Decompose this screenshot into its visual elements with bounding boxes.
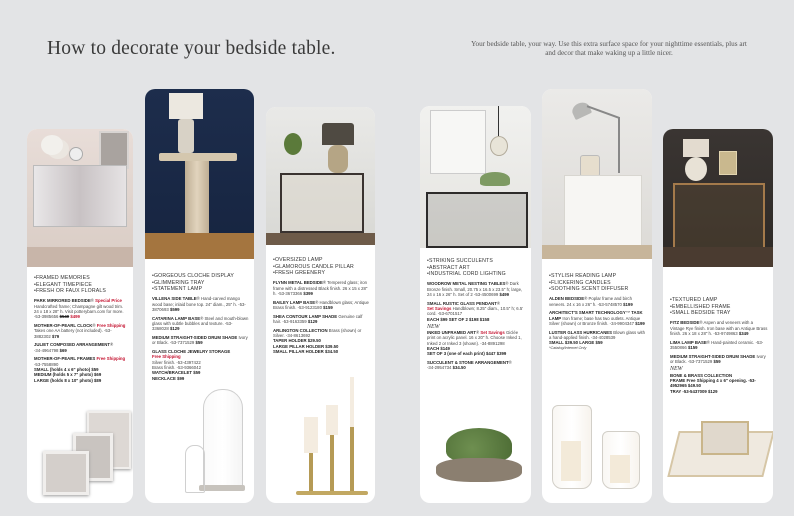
product-desc: Hand-painted ceramic. -53-3550866 xyxy=(670,339,764,350)
candle-stem xyxy=(350,427,354,491)
new-label: NEW xyxy=(427,323,440,330)
product-card-6 xyxy=(663,129,773,503)
feature-item: • STRIKING SUCCULENTS xyxy=(427,258,526,265)
feature-item: • FRESH OR FAUX FLORALS xyxy=(34,288,128,295)
product-price: $199 xyxy=(635,320,645,326)
product-name: WOODROW METAL NESTING TABLES xyxy=(427,281,506,287)
feature-item: • GLIMMERING TRAY xyxy=(152,280,249,287)
product-entry xyxy=(549,310,647,326)
reading-lamp-stem xyxy=(618,117,620,173)
product-name: MEDIUM STRAIGHT-SIDED DRUM SHADE xyxy=(152,335,238,341)
reg-mark: ® xyxy=(92,322,96,328)
product-desc: Genuine calf hair. -53-9163359 xyxy=(273,313,363,325)
bedside-photo xyxy=(420,106,531,248)
product-desc: Handblown glass; Antique Brass finish. -53-9123180 xyxy=(273,299,369,310)
product-entry xyxy=(670,373,768,394)
reg-mark: ® xyxy=(584,296,588,302)
footnote: *Catalog/Internet Only xyxy=(549,345,587,350)
floor xyxy=(145,233,254,259)
product-desc: Dark Bronze finish. Small, 20.75 x 16.5 x 23.5" h; large, 24 x 16 x 26" h. Set of 2 -53-4500699 xyxy=(427,281,523,297)
side-table-top xyxy=(159,153,237,161)
pillar-candle xyxy=(326,405,338,435)
feature-list xyxy=(273,257,370,277)
product-name: BAILEY LAMP BASE xyxy=(273,299,316,305)
frames-photo xyxy=(37,411,131,499)
product-price: $349 xyxy=(738,330,749,336)
product-name: INKED UNFRAMED ART xyxy=(427,330,477,336)
product-entry xyxy=(670,340,768,351)
product-name: ARLINGTON COLLECTION xyxy=(273,327,328,333)
promo-badge: Set Savings xyxy=(480,330,505,336)
pendant-cord xyxy=(498,106,499,136)
product-entry xyxy=(273,328,370,354)
promo-badge: Free Shipping xyxy=(152,354,181,360)
product-desc: -34-4964798 xyxy=(34,347,59,353)
feature-list xyxy=(427,258,526,278)
reg-mark: ® xyxy=(196,296,200,302)
product-card-1 xyxy=(27,129,133,503)
product-desc: Blown glass with a hand-applied finish. -34-4028539 xyxy=(549,329,645,341)
product-price: $79 xyxy=(51,333,60,339)
price-line: SET OF 3 (one of each print) $447 $399 xyxy=(427,351,507,357)
feature-item: • GORGEOUS CLOCHE DISPLAY xyxy=(152,273,249,280)
wall-frame xyxy=(99,131,129,169)
candle-stem xyxy=(330,435,334,491)
product-desc: Handcrafted frame; Champagne gilt wood trim. 24 x 18 x 28" h. Visit potterybarn.com for more. -53-3985656 xyxy=(34,303,124,320)
nesting-tables xyxy=(426,192,528,248)
reg-mark: ® xyxy=(699,320,703,326)
textured-lamp-base xyxy=(685,157,707,181)
lamp-shade xyxy=(169,93,203,119)
bedside-photo xyxy=(27,129,133,267)
reg-mark: ® xyxy=(496,300,501,306)
product-desc: Poplar frame and birch veneers. 24 x 16 x 26" h. -53-5748570 xyxy=(549,296,632,307)
product-entry xyxy=(152,349,249,381)
taper-candle xyxy=(350,377,354,427)
product-name: ALDEN BEDSIDE xyxy=(549,296,585,302)
product-name: JULIET COMPOSED ARRANGEMENT xyxy=(34,342,110,348)
product-name-cont: TASK LAMP xyxy=(549,310,643,321)
product-entry xyxy=(549,330,647,351)
product-desc: Iron frame; base has two outlets. Antique Silver (shown) or Bronze finish. -34-9904347 xyxy=(549,315,641,326)
product-entry xyxy=(152,316,249,332)
product-name: ARCHITECT'S SMART TECHNOLOGY xyxy=(549,310,626,316)
bedside-photo xyxy=(266,107,375,245)
product-name: SMALL RUSTIC GLASS PENDANT xyxy=(427,300,497,306)
product-entry xyxy=(34,323,128,339)
product-name: MOTHER-OF-PEARL CLOCK xyxy=(34,322,93,328)
reg-mark: ® xyxy=(110,342,114,348)
product-price: $199 xyxy=(623,301,633,307)
product-desc: Hand-carved mango wood base; inlaid bone top. 24" diam., 25" h. -53-3870693 xyxy=(152,296,246,312)
alden-bedside xyxy=(564,175,642,247)
candle xyxy=(610,455,630,483)
greenery xyxy=(284,133,302,155)
price-line: Brass finish. -53-9366042 xyxy=(152,365,201,371)
product-entry xyxy=(34,356,128,382)
product-name: MEDIUM STRAIGHT-SIDED DRUM SHADE xyxy=(670,353,756,359)
feature-item: • FRESH GREENERY xyxy=(273,270,370,277)
price-line: SMALL $39.50 LARGE $59 xyxy=(549,340,603,346)
candle xyxy=(561,441,581,481)
reg-mark: ® xyxy=(315,299,319,305)
product-desc: Tempered glass; iron frame with a distressed Black finish. 26 x 15 x 28" h. -53-3673366 xyxy=(273,280,368,296)
succulent xyxy=(480,172,510,186)
cloche-base xyxy=(199,485,245,491)
metal-bedside xyxy=(280,173,364,233)
feature-list xyxy=(34,275,128,295)
reg-mark: ® xyxy=(322,280,326,286)
reg-mark: ® xyxy=(476,330,480,336)
product-entry xyxy=(549,296,647,307)
promo-badge: Free Shipping xyxy=(96,322,126,328)
lamp-shade xyxy=(322,123,354,145)
product-name: MOTHER-OF-PEARL FRAMES xyxy=(34,356,96,362)
product-price: $59 xyxy=(195,340,203,346)
new-label: NEW xyxy=(670,366,683,373)
price-line: LARGE (holds 8 x 10" photo) $89 xyxy=(34,377,102,383)
price-line: Silver finish. -53-4397422 xyxy=(152,359,201,365)
hurricane-glass-photo xyxy=(548,401,646,493)
product-price: $499 xyxy=(70,314,80,320)
product-entry xyxy=(670,354,768,365)
product-entry xyxy=(34,342,128,353)
price-line: NECKLACE $99 xyxy=(152,375,185,381)
reg-mark: ® xyxy=(90,298,94,304)
product-entry xyxy=(273,280,370,296)
price-line: FRAME Free Shipping 4 x 6" opening. -53-4952965 $49.50 xyxy=(670,377,756,389)
product-name: VILLENA SIDE TABLE xyxy=(152,296,197,302)
feature-item: • ABSTRACT ART xyxy=(427,265,526,272)
product-desc: Handblown; 8.25" diam., 10.5" h; 6.5' cord. -53-6701517 xyxy=(427,305,524,317)
clock xyxy=(69,147,83,161)
feature-item: • STATEMENT LAMP xyxy=(152,286,249,293)
page-intro: Your bedside table, your way. Use this extra surface space for your nighttime essentials, plus art and decor that make waking up a little nicer. xyxy=(471,40,747,57)
reg-mark: ® xyxy=(200,315,204,321)
feature-item: • SMALL BEDSIDE TRAY xyxy=(670,310,768,317)
product-name: SUCCULENT & STONE ARRANGEMENT xyxy=(427,360,509,366)
hurricane-candles xyxy=(580,155,600,177)
promo-badge: Set Savings xyxy=(427,305,452,311)
promo-badge: Special Price xyxy=(95,298,122,304)
lamp-base xyxy=(178,119,194,153)
price-line: LARGE PILLAR HOLDER $39.50 xyxy=(273,343,339,349)
product-desc: -34-2954734 xyxy=(427,365,452,371)
feature-item: • FRAMED MEMORIES xyxy=(34,275,128,282)
product-entry xyxy=(273,314,370,325)
floor xyxy=(663,247,773,267)
feature-list xyxy=(549,273,647,293)
side-table-pedestal xyxy=(185,161,209,233)
product-desc: Ivory or Black. -53-7371529 xyxy=(670,353,766,365)
product-price: $59 xyxy=(713,359,721,365)
flower-arrangement xyxy=(41,135,63,155)
feature-item: • STYLISH READING LAMP xyxy=(549,273,647,280)
embellished-frame xyxy=(719,151,737,175)
bedside-photo xyxy=(542,89,652,259)
product-desc: Takes one AA battery (not included). -53-3882302 xyxy=(34,328,112,339)
reg-mark: ® xyxy=(505,281,509,287)
lamp-shade xyxy=(683,139,709,157)
pendant-light xyxy=(490,136,508,156)
product-card-4 xyxy=(420,106,531,503)
fitz-bedside xyxy=(673,183,765,249)
stone-bowl xyxy=(436,458,522,482)
floor xyxy=(266,233,375,245)
product-name: FITZ BEDSIDE xyxy=(670,320,700,326)
price-line: EACH $99 SET OF 2 $198 $158 xyxy=(427,316,490,322)
product-entry xyxy=(273,300,370,311)
reg-mark: ™ xyxy=(625,310,630,316)
product-entry xyxy=(152,335,249,346)
pillar-candle xyxy=(304,417,318,453)
candle-stem xyxy=(309,453,313,491)
reading-lamp-head xyxy=(570,100,592,120)
product-name: CATARINA LAMP BASE xyxy=(152,315,201,321)
feature-item: • SOOTHING SCENT DIFFUSER xyxy=(549,286,647,293)
product-desc: Ivory or Black. -53-7371529 xyxy=(152,335,248,346)
feature-item: • FLICKERING CANDLES xyxy=(549,280,647,287)
price-line: WATCH/BRACELET $59 xyxy=(152,370,201,376)
price-line: TAPER HOLDER $29.50 xyxy=(273,338,321,344)
page-title: How to decorate your bedside table. xyxy=(47,38,336,59)
product-desc: -53-7558890 xyxy=(34,361,59,367)
old-price: $540 xyxy=(59,314,70,320)
product-entry xyxy=(427,360,526,371)
product-price: $69 xyxy=(59,347,67,353)
feature-list xyxy=(152,273,249,293)
price-line: MEDIUM (holds 5 x 7" photo) $69 xyxy=(34,372,102,378)
product-name: BONE & BRASS COLLECTION xyxy=(670,372,733,378)
bone-frame xyxy=(701,421,749,455)
product-entry xyxy=(427,330,526,356)
product-desc: Brass (shown) or Silver. -34-8613692 xyxy=(273,327,362,339)
product-price: $499 xyxy=(499,291,510,297)
reg-mark: ® xyxy=(508,360,512,366)
product-entry xyxy=(34,298,128,319)
photo-frame xyxy=(43,451,89,495)
product-name: PARK MIRRORED BEDSIDE xyxy=(34,298,91,304)
product-desc: Steel and mouth-blown glass with subtle bubbles and texture. -53-3368028 xyxy=(152,315,249,332)
product-card-5 xyxy=(542,89,652,503)
product-card-3 xyxy=(266,107,375,503)
reg-mark: ® xyxy=(706,339,710,345)
small-cloche xyxy=(185,445,205,493)
product-name: GLASS CLOCHE JEWELRY STORAGE xyxy=(152,349,231,355)
mirrored-bedside xyxy=(33,165,127,227)
product-price: $399 xyxy=(303,290,313,296)
product-price: $129 xyxy=(307,319,318,325)
floor xyxy=(542,245,652,259)
feature-item: • EMBELLISHED FRAME xyxy=(670,304,768,311)
succulent-cluster xyxy=(446,428,512,462)
feature-item: • ELEGANT TIMEPIECE xyxy=(34,282,128,289)
price-line: SMALL PILLAR HOLDER $34.50 xyxy=(273,349,339,355)
product-name: LUSTER GLASS HURRICANES xyxy=(549,329,613,335)
bedside-photo xyxy=(145,89,254,259)
product-entry xyxy=(427,301,526,322)
product-name: SHEA CONTOUR LAMP SHADE xyxy=(273,313,338,319)
product-price: $159 xyxy=(323,304,333,310)
feature-item: • OVERSIZED LAMP xyxy=(273,257,370,264)
succulent-stone-photo xyxy=(436,424,522,484)
feature-item: • GLAMOROUS CANDLE PILLAR xyxy=(273,264,370,271)
price-line: EACH $149 xyxy=(427,346,450,352)
product-price: $34.50 xyxy=(452,365,466,371)
product-entry xyxy=(152,296,249,312)
product-price: $129 xyxy=(169,326,180,332)
product-price: $599 xyxy=(169,306,180,312)
feature-item: • TEXTURED LAMP xyxy=(670,297,768,304)
bedside-photo xyxy=(663,129,773,267)
price-line: TRAY -53-5437009 $129 xyxy=(670,388,718,394)
floor xyxy=(27,247,133,267)
glass-cloche-photo xyxy=(185,389,251,497)
product-entry xyxy=(670,320,768,336)
product-desc: Aspen and veneers with a Vintage Rye finish. Iron base with an Antique Brass finish. 26 x 18 x 28" h. -53-9749863 xyxy=(670,320,768,336)
lamp-base xyxy=(328,145,348,173)
product-desc: Giclée print on acrylic panel. 16 x 20" h. Choose Inked 1, Inked 2 or Inked 3 (shown). -34-8891298 xyxy=(427,330,522,346)
candle-holders-photo xyxy=(296,375,370,499)
feature-item: • INDUSTRIAL CORD LIGHTING xyxy=(427,271,526,278)
price-line: SMALL (holds 4 x 6" photo) $59 xyxy=(34,367,99,373)
feature-list xyxy=(670,297,768,317)
product-card-2 xyxy=(145,89,254,503)
product-name: LIMA LAMP BASE xyxy=(670,339,707,345)
product-price: $159 xyxy=(687,344,698,350)
candle-bases xyxy=(296,491,368,495)
abstract-art xyxy=(430,110,486,174)
product-entry xyxy=(427,281,526,297)
product-name: FLYNN METAL BEDSIDE xyxy=(273,280,323,286)
promo-badge: Free Shipping xyxy=(96,356,126,362)
bone-brass-tray-photo xyxy=(669,417,769,479)
cloche-dome xyxy=(203,389,243,487)
